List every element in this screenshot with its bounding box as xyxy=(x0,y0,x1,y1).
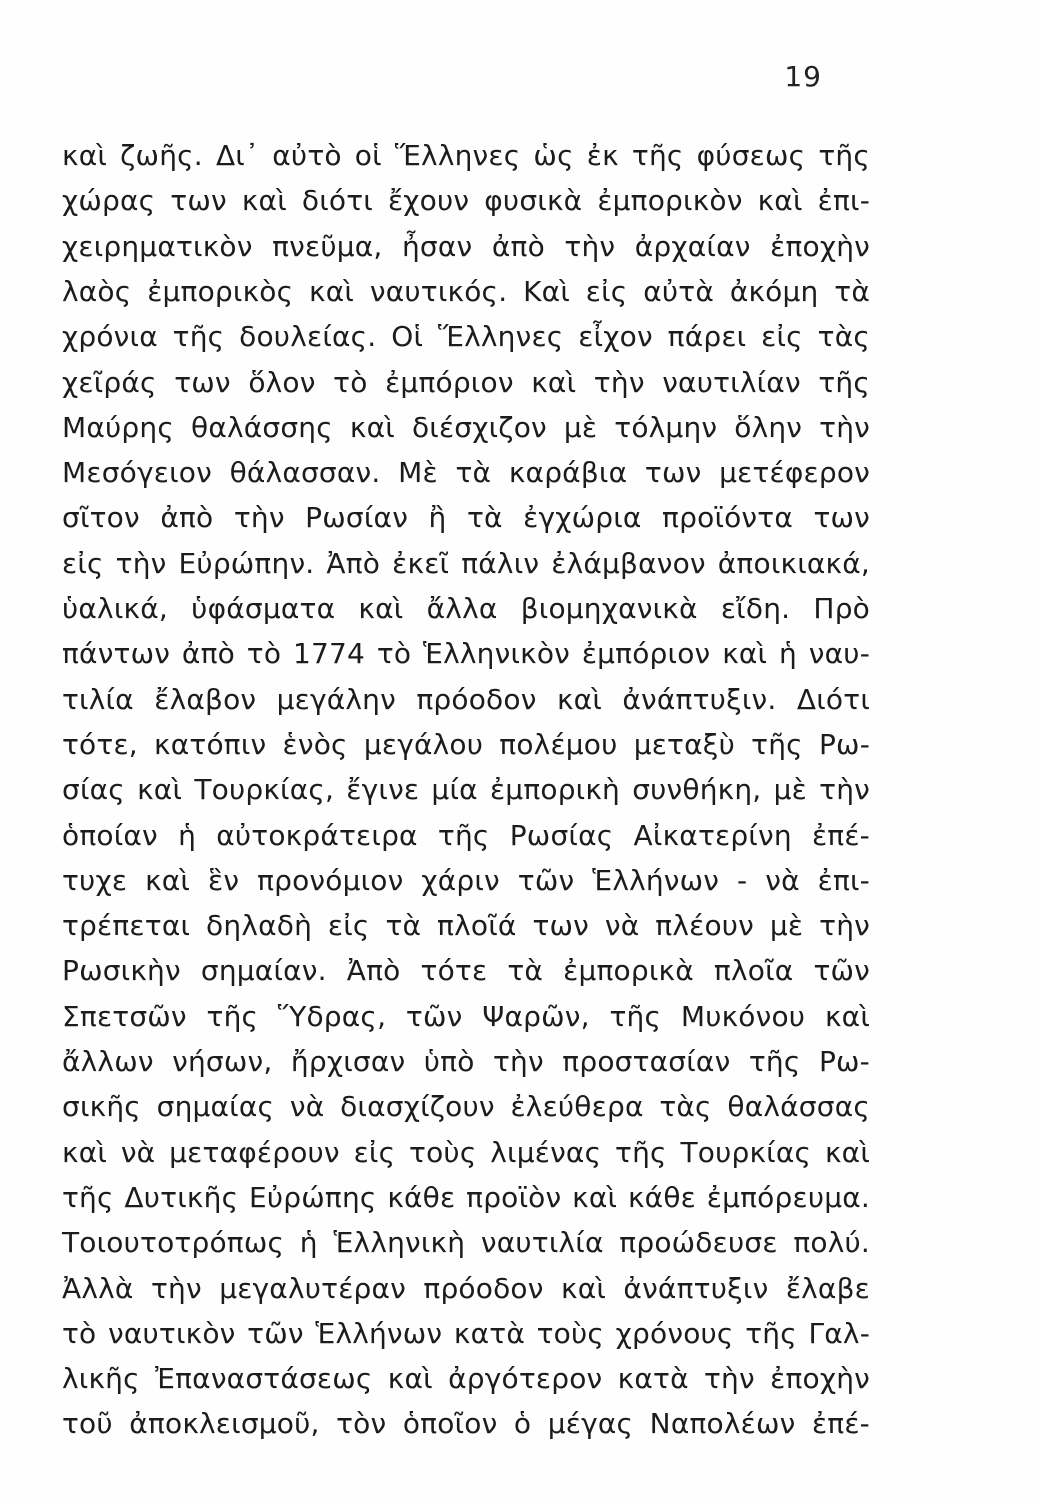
text-line: εἰς τὴν Εὐρώπην. Ἀπὸ ἐκεῖ πάλιν ἐλάμβανον ἀποικιακά, xyxy=(62,546,870,580)
text-line: ἄλλων νήσων, ἤρχισαν ὑπὸ τὴν προστασίαν τῆς Ρω- xyxy=(62,1045,870,1078)
text-line: τῆς Δυτικῆς Εὐρώπης κάθε προϊὸν καὶ κάθε ἐμπόρευμα. xyxy=(62,1180,870,1214)
text-line: πάντων ἀπὸ τὸ 1774 τὸ Ἑλληνικὸν ἐμπόριον καὶ ἡ ναυ- xyxy=(62,637,870,671)
text-line: σικῆς σημαίας νὰ διασχίζουν ἐλεύθερα τὰς θαλάσσας xyxy=(62,1090,870,1124)
text-line: Μεσόγειον θάλασσαν. Μὲ τὰ καράβια των μετέφερον xyxy=(62,456,870,490)
text-line: λαὸς ἐμπορικὸς καὶ ναυτικός. Καὶ εἰς αὐτὰ ἀκόμη τὰ xyxy=(62,274,870,308)
text-line: Τοιουτοτρόπως ἡ Ἑλληνικὴ ναυτιλία προώδευσε πολύ. xyxy=(62,1226,870,1260)
text-line: τυχε καὶ ἓν προνόμιον χάριν τῶν Ἑλλήνων - νὰ ἐπι- xyxy=(62,863,870,897)
text-line: Σπετσῶν τῆς Ὕδρας, τῶν Ψαρῶν, τῆς Μυκόνου καὶ xyxy=(62,999,870,1033)
page-number: 19 xyxy=(784,60,822,93)
text-line: Ρωσικὴν σημαίαν. Ἀπὸ τότε τὰ ἐμπορικὰ πλοῖα τῶν xyxy=(62,954,870,988)
text-line: ὑαλικά, ὑφάσματα καὶ ἄλλα βιομηχανικὰ εἴδη. Πρὸ xyxy=(62,592,870,625)
text-line: χρόνια τῆς δουλείας. Οἱ Ἕλληνες εἶχον πάρει εἰς τὰς xyxy=(62,320,870,354)
text-line: σίας καὶ Τουρκίας, ἔγινε μία ἐμπορικὴ συνθήκη, μὲ τὴν xyxy=(62,773,870,807)
text-line: καὶ ζωῆς. Δι᾽ αὐτὸ οἱ Ἕλληνες ὡς ἐκ τῆς φύσεως τῆς xyxy=(62,139,870,172)
text-line: Μαύρης θαλάσσης καὶ διέσχιζον μὲ τόλμην ὅλην τὴν xyxy=(62,410,870,444)
text-line: Ἀλλὰ τὴν μεγαλυτέραν πρόοδον καὶ ἀνάπτυξιν ἔλαβε xyxy=(62,1271,870,1305)
text-line: λικῆς Ἐπαναστάσεως καὶ ἀργότερον κατὰ τὴν ἐποχὴν xyxy=(62,1362,870,1396)
text-line: ὁποίαν ἡ αὐτοκράτειρα τῆς Ρωσίας Αἰκατερίνη ἐπέ- xyxy=(62,818,870,852)
text-line: χεῖράς των ὅλον τὸ ἐμπόριον καὶ τὴν ναυτιλίαν τῆς xyxy=(62,365,870,399)
text-line: τὸ ναυτικὸν τῶν Ἑλλήνων κατὰ τοὺς χρόνους τῆς Γαλ- xyxy=(62,1316,870,1350)
text-line: τιλία ἔλαβον μεγάλην πρόοδον καὶ ἀνάπτυξιν. Διότι xyxy=(62,682,870,716)
text-line: σῖτον ἀπὸ τὴν Ρωσίαν ἢ τὰ ἐγχώρια προϊόντα των xyxy=(62,501,870,535)
text-line: χώρας των καὶ διότι ἔχουν φυσικὰ ἐμπορικὸν καὶ ἐπι- xyxy=(62,184,870,218)
text-line: χειρηματικὸν πνεῦμα, ἦσαν ἀπὸ τὴν ἀρχαίαν ἐποχὴν xyxy=(62,229,870,263)
text-line: καὶ νὰ μεταφέρουν εἰς τοὺς λιμένας τῆς Τουρκίας καὶ xyxy=(62,1135,870,1169)
text-line: τότε, κατόπιν ἑνὸς μεγάλου πολέμου μεταξὺ τῆς Ρω- xyxy=(62,727,870,761)
text-line: τρέπεται δηλαδὴ εἰς τὰ πλοῖά των νὰ πλέουν μὲ τὴν xyxy=(62,909,870,943)
text-line: τοῦ ἀποκλεισμοῦ, τὸν ὁποῖον ὁ μέγας Ναπολέων ἐπέ- xyxy=(62,1407,870,1441)
